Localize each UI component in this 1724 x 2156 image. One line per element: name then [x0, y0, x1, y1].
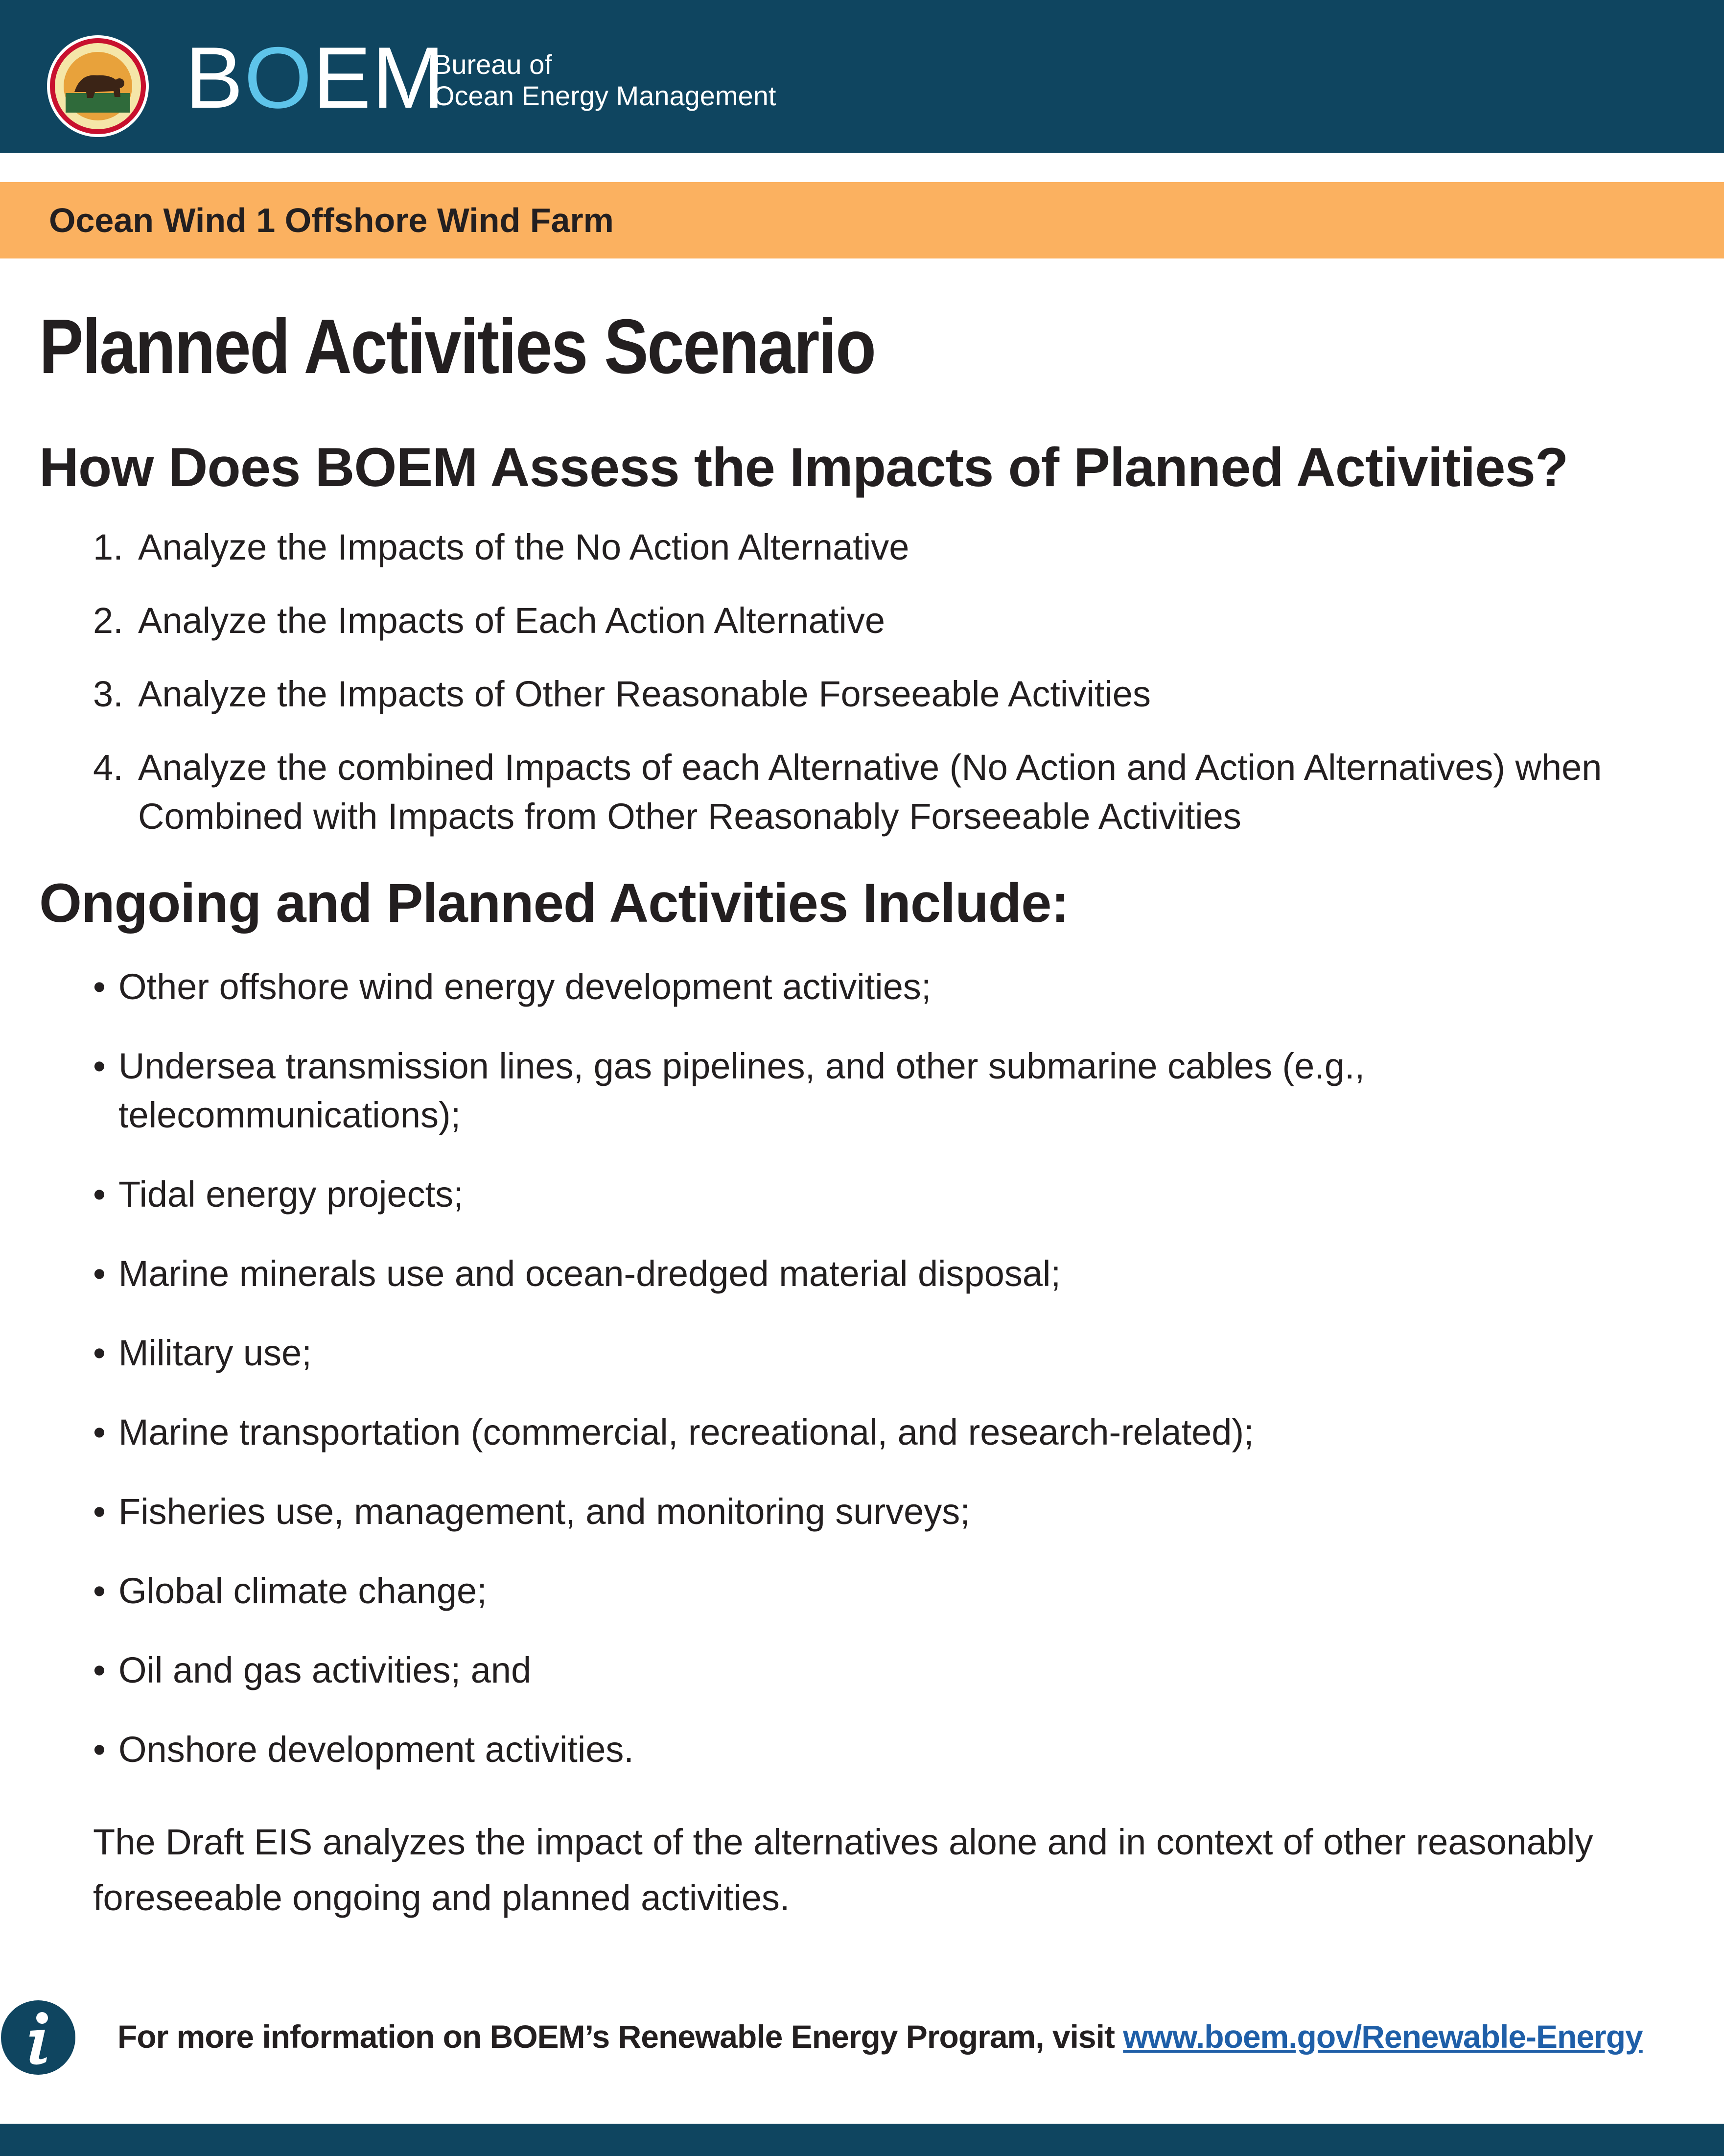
- list-item: [93, 743, 1708, 841]
- bullet-icon: •: [93, 1729, 106, 1770]
- footer-info: [117, 2017, 1643, 2056]
- renewable-energy-link[interactable]: www.boem.gov/Renewable-Energy: [1123, 2018, 1643, 2055]
- list-item-text: Other offshore wind energy development activities;: [118, 966, 932, 1007]
- ongoing-activities-heading: Ongoing and Planned Activities Include:: [39, 872, 1069, 934]
- bullet-icon: •: [93, 1412, 106, 1453]
- bureau-line-2: Ocean Energy Management: [433, 80, 776, 111]
- step-text: Analyze the Impacts of Other Reasonable Forseeable Activities: [138, 674, 1151, 714]
- list-item-text: Onshore development activities.: [118, 1729, 634, 1770]
- list-item-text: Fisheries use, management, and monitoring surveys;: [118, 1491, 970, 1532]
- list-item: [93, 1042, 1659, 1140]
- bottom-bar: [0, 2124, 1724, 2156]
- logo-letter-o: O: [244, 29, 313, 126]
- page-title: Planned Activities Scenario: [39, 304, 875, 390]
- list-item-text: Military use;: [118, 1333, 312, 1373]
- list-item: [93, 523, 1708, 572]
- assessment-heading: How Does BOEM Assess the Impacts of Planned Activities?: [39, 437, 1568, 498]
- step-number: 4.: [93, 747, 123, 788]
- bullet-icon: •: [93, 1174, 106, 1215]
- step-text: Analyze the Impacts of Each Action Alternative: [138, 600, 885, 641]
- step-number: 3.: [93, 674, 123, 714]
- bullet-icon: •: [93, 1046, 106, 1086]
- bullet-icon: •: [93, 1253, 106, 1294]
- step-number: 1.: [93, 527, 123, 567]
- list-item: [93, 1170, 1659, 1219]
- step-text: Analyze the Impacts of the No Action Alternative: [138, 527, 909, 567]
- assessment-steps-list: [93, 523, 1708, 866]
- step-text: Analyze the combined Impacts of each Alternative (No Action and Action Alternatives) when Combined with Impacts from Other Reasonably Forseeable Activities: [138, 747, 1602, 837]
- list-item-text: Marine transportation (commercial, recreational, and research-related);: [118, 1412, 1254, 1453]
- project-name: Ocean Wind 1 Offshore Wind Farm: [49, 201, 614, 239]
- list-item: [93, 962, 1659, 1011]
- list-item: [93, 670, 1708, 719]
- list-item: [93, 1725, 1659, 1774]
- summary-paragraph: The Draft EIS analyzes the impact of the alternatives alone and in context of other reasonably foreseeable ongoing and planned activities.: [93, 1822, 1593, 1918]
- bureau-name: [433, 49, 776, 112]
- logo-letter-b: B: [185, 29, 244, 126]
- list-item-text: Marine minerals use and ocean-dredged material disposal;: [118, 1253, 1061, 1294]
- bullet-icon: •: [93, 1491, 106, 1532]
- activities-list: [93, 962, 1659, 1804]
- list-item-text: Tidal energy projects;: [118, 1174, 464, 1215]
- bullet-icon: •: [93, 1570, 106, 1611]
- bullet-icon: •: [93, 1650, 106, 1690]
- project-bar: [0, 182, 1724, 258]
- bullet-icon: •: [93, 966, 106, 1007]
- list-item-text: Undersea transmission lines, gas pipelines, and other submarine cables (e.g., telecommunications);: [118, 1046, 1365, 1135]
- logo-letters-em: EM: [313, 29, 446, 126]
- step-number: 2.: [93, 600, 123, 641]
- list-item: [93, 596, 1708, 645]
- list-item: [93, 1249, 1659, 1298]
- bureau-line-1: Bureau of: [433, 49, 552, 80]
- list-item: [93, 1567, 1659, 1616]
- header-banner: [0, 0, 1724, 153]
- list-item: [93, 1408, 1659, 1457]
- footer-text: For more information on BOEM’s Renewable Energy Program, visit: [117, 2018, 1123, 2055]
- info-icon: [0, 1999, 76, 2076]
- list-item-text: Oil and gas activities; and: [118, 1650, 532, 1690]
- list-item-text: Global climate change;: [118, 1570, 487, 1611]
- list-item: [93, 1329, 1659, 1378]
- list-item: [93, 1487, 1659, 1536]
- list-item: [93, 1646, 1659, 1695]
- bullet-icon: •: [93, 1333, 106, 1373]
- boem-logo: [185, 31, 445, 124]
- doi-seal-icon: [46, 34, 150, 138]
